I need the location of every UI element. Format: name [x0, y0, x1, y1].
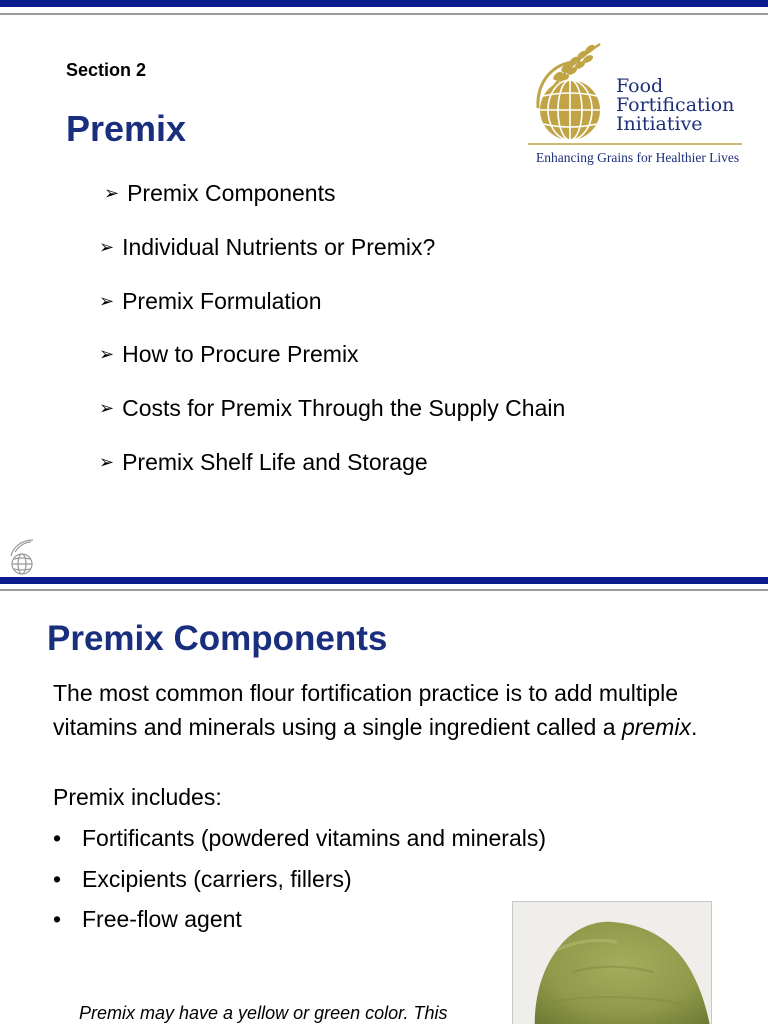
agenda-item-label: How to Procure Premix [122, 341, 359, 367]
intro-paragraph: The most common flour fortification practice is to add multiple vitamins and minerals using a single ingredient called a premix. [53, 680, 698, 740]
agenda-item [99, 395, 565, 422]
section-label: Section 2 [66, 60, 147, 80]
top-rule-thin [0, 589, 768, 591]
arrow-bullet-icon: ➢ [99, 398, 115, 418]
top-rule [0, 0, 768, 7]
agenda-item [99, 234, 435, 261]
agenda-item-label: Premix Shelf Life and Storage [122, 449, 428, 475]
slide-premix-components [0, 577, 768, 1024]
agenda-item-label: Individual Nutrients or Premix? [122, 234, 436, 260]
bullet-dot: • [53, 825, 62, 851]
agenda-item [104, 180, 335, 207]
premix-powder-photo [512, 901, 712, 1024]
agenda-item-label: Premix Formulation [122, 288, 322, 314]
arrow-bullet-icon: ➢ [99, 344, 115, 364]
slide-title: Premix Components [47, 619, 388, 658]
arrow-bullet-icon: ➢ [99, 291, 115, 311]
slide-title: Premix [66, 108, 187, 149]
arrow-bullet-icon: ➢ [104, 183, 120, 203]
powder-pile-image [513, 902, 712, 1024]
list-item: • Excipients (carriers, fillers) [53, 866, 352, 892]
logo-tagline: Enhancing Grains for Healthier Lives [536, 150, 740, 165]
arrow-bullet-icon: ➢ [99, 452, 115, 472]
agenda-item [99, 288, 321, 315]
agenda-item-label: Premix Components [127, 180, 336, 206]
bullet-dot: • [53, 866, 62, 892]
premix-term: premix [621, 714, 691, 740]
top-rule [0, 577, 768, 584]
small-globe-icon [5, 538, 41, 576]
list-item: • Free-flow agent [53, 906, 242, 932]
agenda-item [99, 341, 359, 368]
agenda-item-label: Costs for Premix Through the Supply Chain [122, 395, 566, 421]
logo-wordmark: Food Fortification Initiative [616, 75, 735, 135]
bullet-dot: • [53, 906, 62, 932]
arrow-bullet-icon: ➢ [99, 237, 115, 257]
agenda-item [99, 449, 428, 476]
includes-label: Premix includes: [53, 784, 222, 810]
list-item: • Fortificants (powdered vitamins and minerals) [53, 825, 547, 851]
top-rule-thin [0, 13, 768, 15]
photo-caption: Premix may have a yellow or green color. This [79, 1003, 448, 1023]
